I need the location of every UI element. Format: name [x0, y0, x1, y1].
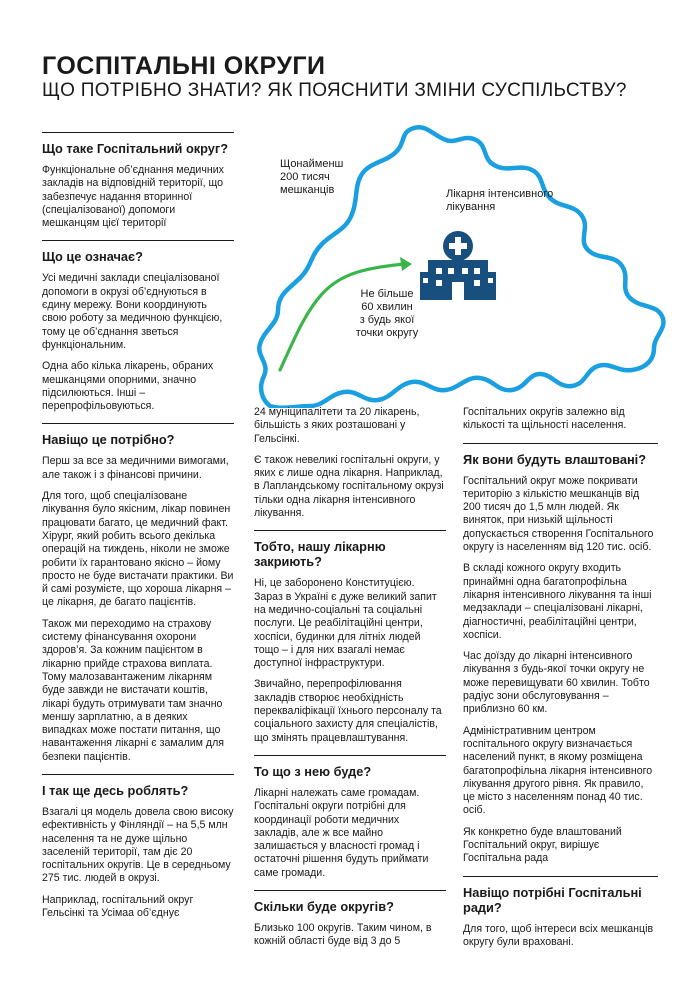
hospital-district-map: [250, 118, 670, 408]
paragraph: Взагалі ця модель довела свою високу ефективність у Фінляндії – на 5,5 млн населення та не дуже щільно заселеній території, там діє 20 госпітальних округів. Це в середньому 275 тис. людей в окрузі.: [42, 805, 234, 885]
arrow-head-icon: [400, 257, 412, 271]
paragraph: Наприклад, госпітальний округ Гельсінкі та Усімаа об’єднує: [42, 893, 194, 920]
hospital-label: Лікарня інтенсивного лікування: [446, 188, 554, 213]
paragraph: Близько 100 округів. Таким чином, в кожній області буде від 3 до 5: [254, 922, 432, 948]
section-heading: Що таке Госпітальний округ?: [42, 141, 229, 156]
section-how-many: [254, 890, 446, 949]
section-heading: Скільки буде округів?: [254, 899, 394, 915]
paragraph: Перш за все за медичними вимогами, але також і з фінансові причини.: [42, 455, 229, 481]
section-heading: Навіщо це потрібно?: [42, 432, 175, 448]
paragraph: Функціональне об’єднання медичних закладів на відповідній території, що забезпечує надання вторинної (спеціалізованої) допомоги мешканцям цієї території: [42, 164, 224, 230]
section-what-is: [42, 132, 234, 230]
paragraph: Також ми переходимо на страхову систему фінансування охорони здоров’я. За кожним пацієнтом в лікарню прийде страхова виплата. Тому малозавантаженим лікарням буде завжди не вистачати коштів, лікарі будуть отримувати там значно меншу зарплатню, а в деяких випадках може постати питання, що навантаження лікарні є замалим для безпеки пацієнтів.: [42, 617, 225, 763]
section-hospital-councils: [463, 876, 658, 950]
population-label: Щонайменш 200 тисяч мешканців: [280, 158, 344, 196]
section-heading: Як вони будуть влаштовані?: [463, 451, 647, 467]
section-structure: [463, 443, 658, 866]
page-subtitle: ЩО ПОТРІБНО ЗНАТИ? ЯК ПОЯСНИТИ ЗМІНИ СУСПІЛЬСТВУ?: [42, 80, 627, 101]
column-left: [42, 132, 234, 928]
section-heading: І так ще десь роблять?: [42, 782, 189, 798]
section-what-happens: [254, 755, 446, 880]
paragraph: Є також невеликі госпітальні округи, у яких є лише одна лікарня. Наприклад, в Лапландському госпітальному окрузі тільки одна лікарня інтенсивного лікування.: [254, 453, 444, 520]
paragraph: Усі медичні заклади спеціалізованої допомоги в окрузі об’єднуються в єдину мережу. Вони координують свою роботу за медичною функцією, тому це об’єднання зветься функціональним.: [42, 272, 223, 351]
paragraph: Час доїзду до лікарні інтенсивного лікування з будь-якої точки округу не може перевищувати 60 хвилин. Тобто радіус зони обслуговування – приблизно 60 км.: [463, 650, 650, 716]
paragraph: Одна або кілька лікарень, обраних мешканцями опорними, значно підсилюються. Інші – перепрофільовуються.: [42, 360, 214, 413]
section-will-close: [254, 530, 446, 745]
section-elsewhere: [42, 774, 234, 920]
paragraph: Лікарні належать саме громадам. Госпітальні округи потрібні для координації роботи медичних закладів, але ж все майно залишається у власності громад і остаточні рішення будуть приймати саме громади.: [254, 786, 429, 879]
paragraph: 24 муніципалітети та 20 лікарень, більшість з яких розташовані у Гельсінкі.: [254, 406, 420, 445]
section-heading: Навіщо потрібні Госпітальні ради?: [463, 884, 642, 915]
paragraph: Звичайно, перепрофілювання закладів створює необхідність перекваліфікації їхнього персоналу та соціального захисту для спеціалістів, що змінять працевлаштування.: [254, 678, 442, 744]
paragraph: Для того, щоб спеціалізоване лікування було якісним, лікар повинен працювати багато, це медичний факт. Хірург, який робить всього декілька операцій на тиждень, ніколи не зможе робити їх гарантовано якісно – йому просто не буде вистачати практики. Ви й самі розумієте, що хороша лікарня – це лікарня, де багато пацієнтів.: [42, 490, 234, 609]
paragraph: Як конкретно буде влаштований Госпітальний округ, вирішує Госпітальна рада: [463, 825, 622, 865]
page-title: ГОСПІТАЛЬНІ ОКРУГИ: [42, 52, 326, 80]
paragraph: Для того, щоб інтереси всіх мешканців округу були враховані.: [463, 922, 654, 948]
travel-time-label: Не більше 60 хвилин з будь якої точки округу: [355, 288, 419, 339]
paragraph: Госпітальний округ може покривати територію з кількістю мешканців від 200 тисяч до 1,5 млн людей. Як виняток, при низькій щільності допускається створення Госпітального округу із населенням від 120 тис. осіб.: [463, 474, 654, 554]
paragraph: В складі кожного округу входить принаймні одна багатопрофільна лікарня інтенсивного лікування та інші медзаклади – спеціалізовані лікарні, діагностичні, реабілітаційні центри, хоспіси.: [463, 562, 652, 641]
section-heading: То що з нею буде?: [254, 763, 372, 779]
paragraph: Адміністративним центром госпітального округу визначається населений пункт, в якому розміщена багатопрофільна лікарня інтенсивного лікування другого рівня. Як правило, це місто з населенням понад 40 тис. осіб.: [463, 724, 653, 817]
section-heading: Що це означає?: [42, 249, 143, 265]
section-heading: Тобто, нашу лікарню закриють?: [254, 539, 386, 570]
paragraph: Госпітальних округів залежно від кількості та щільності населення.: [463, 406, 627, 432]
section-meaning: [42, 240, 234, 413]
paragraph: Ні, це заборонено Конституцією. Зараз в Україні є дуже великий запит на медично-соціальні та соціальні послуги. Це реабілітаційні центри, хоспіси, будинки для літніх людей тощо – і для них взагалі немає доступної інфраструктури.: [254, 577, 437, 670]
column-middle: [254, 406, 446, 957]
section-why-needed: [42, 423, 234, 764]
column-right: [463, 406, 658, 957]
